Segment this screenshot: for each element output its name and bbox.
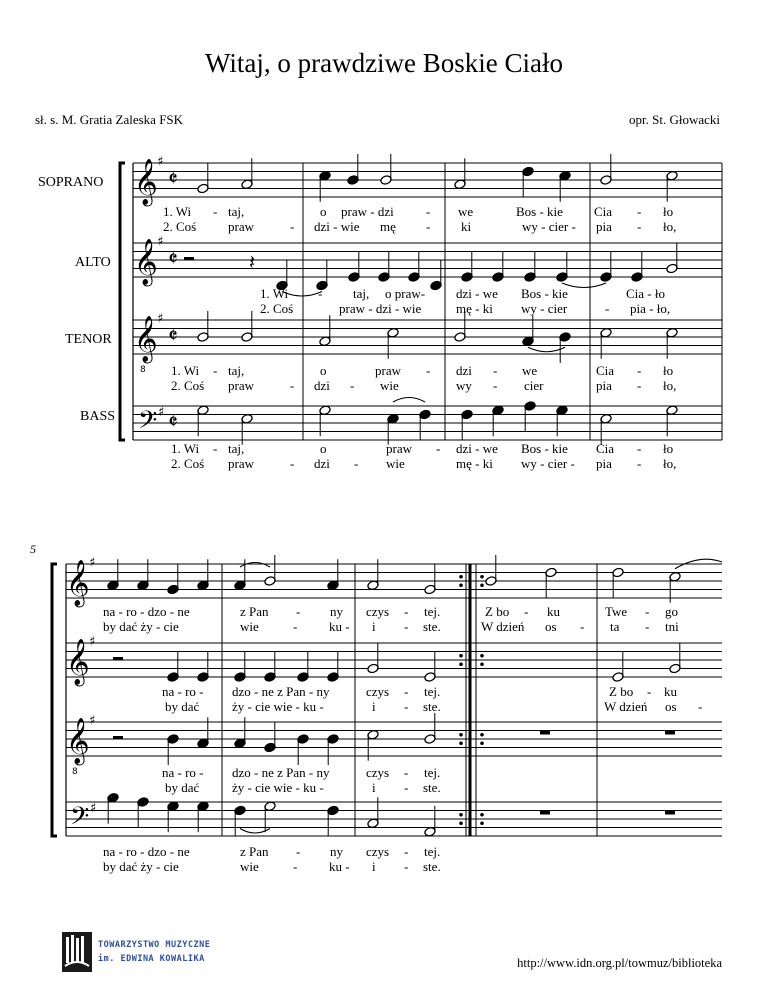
repeat-dot (459, 575, 463, 579)
publisher-logo (62, 930, 250, 974)
sharp-icon: ♯ (89, 555, 96, 571)
lyric: ło, (663, 219, 677, 234)
repeat-dot (459, 741, 463, 745)
lyric: ło (663, 204, 674, 219)
lyric: o (320, 204, 327, 219)
lyric: - (698, 699, 703, 714)
lyric: czys (366, 604, 390, 619)
half-rest-icon (113, 736, 123, 739)
lyric: dzi (314, 378, 330, 393)
lyric: - (290, 456, 295, 471)
lyric: Bos - kie (521, 286, 568, 301)
lyric: - (493, 363, 498, 378)
slur (393, 398, 425, 403)
lyric: praw (375, 363, 401, 378)
system-bracket (120, 163, 125, 440)
repeat-dot (459, 733, 463, 737)
lyric: i (372, 699, 376, 714)
octave-marker: 8 (72, 767, 78, 777)
lyric: go (665, 604, 678, 619)
sharp-icon: ♯ (157, 311, 164, 327)
lyric: - (404, 604, 409, 619)
lyric: os (545, 619, 557, 634)
lyric: - (293, 859, 298, 874)
lyric: mę (380, 219, 396, 234)
lyric: - (213, 363, 218, 378)
lyric: os (665, 699, 677, 714)
lyric: na - ro - (162, 765, 204, 780)
logo-line-2: im. EDWINA KOWALIKA (98, 954, 205, 964)
lyric: ste. (423, 780, 441, 795)
lyric: - (426, 219, 431, 234)
lyric: ło, (663, 456, 677, 471)
lyric: - (290, 219, 295, 234)
repeat-dot (459, 654, 463, 658)
lyric: ku (547, 604, 560, 619)
part-label-alto: ALTO (75, 255, 111, 270)
treble-clef-icon: 𝄞 (66, 718, 90, 764)
lyric: dzo - ne z Pan - ny (232, 684, 330, 699)
part-label-bass: BASS (80, 409, 116, 424)
lyric: - (213, 441, 218, 456)
lyric: ku (664, 684, 677, 699)
lyric: - (637, 219, 642, 234)
lyric: - (404, 859, 409, 874)
lyric: Cia (596, 441, 615, 456)
lyric: W dzień (604, 699, 648, 714)
lyric: i (372, 859, 376, 874)
footer-url[interactable]: http://www.idn.org.pl/towmuz/biblioteka (517, 956, 722, 970)
lyric: ste. (423, 619, 441, 634)
lyric: ży - cie wie - ku - (232, 780, 324, 795)
part-label-tenor: TENOR (65, 332, 112, 347)
lyric: dzi (314, 456, 330, 471)
lyric: taj, (228, 363, 245, 378)
lyric: wie (240, 859, 259, 874)
lyric: praw - dzi - wie (339, 301, 422, 316)
treble-clef-icon: 𝄞 (66, 639, 90, 685)
lyric: - (493, 378, 498, 393)
cut-time-icon: 𝄵 (168, 324, 178, 349)
repeat-dot (480, 583, 484, 587)
lyric: Cia - ło (626, 286, 665, 301)
lyric: dzo - ne z Pan - ny (232, 765, 330, 780)
lyric: 1. Wi (260, 286, 289, 301)
quarter-rest-icon: 𝄽 (249, 250, 256, 274)
repeat-dot (480, 813, 484, 817)
slur (528, 347, 565, 352)
page-title: Witaj, o prawdziwe Boskie Ciało (204, 48, 564, 78)
lyric: - (637, 456, 642, 471)
lyric: tej. (424, 604, 441, 619)
lyric: ku - (329, 619, 350, 634)
lyric: wy - cier - (521, 456, 575, 471)
lyric: - (350, 378, 355, 393)
lyricist-credit: sł. s. M. Gratia Zaleska FSK (35, 112, 184, 127)
lyric: Z bo (485, 604, 510, 619)
treble-clef-icon: 𝄞 (134, 316, 158, 362)
lyric: tni (665, 619, 679, 634)
lyric: ło, (663, 378, 677, 393)
lyric: - (404, 844, 409, 859)
treble-clef-icon: 𝄞 (134, 159, 158, 205)
lyric: - (293, 619, 298, 634)
lyric: wy (456, 378, 472, 393)
lyric: Bos - kie (516, 204, 563, 219)
lyric: - (645, 604, 650, 619)
sharp-icon: ♯ (89, 634, 96, 650)
lyric: by dać (165, 699, 200, 714)
lyric: - (637, 378, 642, 393)
lyric: - (354, 456, 359, 471)
sharp-icon: ♯ (89, 713, 96, 729)
sharp-icon: ♯ (157, 154, 164, 170)
repeat-dot (480, 733, 484, 737)
lyric: - (637, 441, 642, 456)
lyric: mę - ki (456, 456, 493, 471)
lyric: - (404, 619, 409, 634)
lyric: taj, (228, 204, 245, 219)
lyric: ło (663, 441, 674, 456)
lyric: ste. (423, 859, 441, 874)
sharp-icon: ♯ (158, 405, 165, 421)
repeat-dot (459, 821, 463, 825)
lyric: - (404, 699, 409, 714)
sharp-icon: ♯ (157, 234, 164, 250)
whole-rest-icon (540, 811, 550, 815)
lyric: wie (240, 619, 259, 634)
lyric: - (524, 604, 529, 619)
lyric: z Pan (240, 844, 269, 859)
lyric: cier (524, 378, 544, 393)
lyric: czys (366, 765, 390, 780)
lyric: 1. Wi (171, 363, 200, 378)
lyric: czys (366, 684, 390, 699)
lyric: by dać (165, 780, 200, 795)
lyric: dzi - we (456, 286, 498, 301)
lyric: pia - ło, (630, 301, 671, 316)
lyric: na - ro - (162, 684, 204, 699)
lyric: 1. Wi (171, 441, 200, 456)
octave-marker: 8 (140, 365, 146, 375)
lyric: - (436, 441, 441, 456)
lyric: - (426, 363, 431, 378)
slur (562, 283, 606, 288)
lyric: tej. (424, 765, 441, 780)
whole-rest-icon (665, 811, 675, 815)
lyric: wy - cier (521, 301, 568, 316)
lyric: we (458, 204, 474, 219)
repeat-dot (480, 654, 484, 658)
part-label-soprano: SOPRANO (38, 175, 104, 190)
lyric: wie (386, 456, 405, 471)
lyric: - (404, 780, 409, 795)
lyric: ta (610, 619, 620, 634)
lyric: pia (596, 456, 612, 471)
system-bracket (52, 564, 57, 836)
lyric: Bos - kie (521, 441, 568, 456)
lyric: Cia (594, 204, 613, 219)
logo-line-1: TOWARZYSTWO MUZYCZNE (98, 940, 211, 950)
lyric: Twe (605, 604, 628, 619)
bass-clef-icon: 𝄢 (138, 406, 158, 441)
repeat-dot (480, 741, 484, 745)
repeat-dot (459, 583, 463, 587)
lyric: wy - cier - (522, 219, 576, 234)
lyric: - (647, 684, 652, 699)
half-rest-icon (184, 257, 194, 260)
lyric: taj, (228, 441, 245, 456)
lyric: praw (228, 219, 254, 234)
lyric: dzi - wie (314, 219, 360, 234)
lyric: - (637, 363, 642, 378)
lyric: na - ro - dzo - ne (103, 604, 190, 619)
lyric: ste. (423, 699, 441, 714)
whole-rest-icon (540, 731, 550, 735)
lyric: - (605, 301, 610, 316)
lyric: by dać ży - cie (103, 859, 179, 874)
lyric: i (372, 780, 376, 795)
repeat-dot (459, 662, 463, 666)
treble-clef-icon: 𝄞 (134, 239, 158, 285)
lyric: dzi - we (456, 441, 498, 456)
lyric: - (290, 378, 295, 393)
repeat-dot (459, 813, 463, 817)
lyric: pia (596, 378, 612, 393)
lyric: we (522, 363, 538, 378)
sharp-icon: ♯ (90, 801, 97, 817)
half-rest-icon (113, 657, 123, 660)
lyric: 2. Coś (163, 219, 197, 234)
lyric: 1. Wi (163, 204, 192, 219)
organ-pipes-icon (62, 932, 92, 972)
lyric: - (645, 619, 650, 634)
lyric: praw (386, 441, 412, 456)
lyric: dzi (456, 363, 472, 378)
lyric: - (580, 619, 585, 634)
lyric: Z bo (609, 684, 634, 699)
repeat-dot (480, 662, 484, 666)
lyric: - (426, 204, 431, 219)
lyric: praw - dzi (341, 204, 394, 219)
lyric: o (320, 441, 327, 456)
lyric: i (372, 619, 376, 634)
lyric: ku - (329, 859, 350, 874)
lyric: mę - ki (456, 301, 493, 316)
lyric: 2. Coś (171, 456, 205, 471)
lyric: by dać ży - cie (103, 619, 179, 634)
lyric: - (296, 844, 301, 859)
measure-number: 5 (30, 542, 36, 556)
lyric: tej. (424, 684, 441, 699)
lyric: - (213, 204, 218, 219)
lyric: na - ro - dzo - ne (103, 844, 190, 859)
lyric: praw (228, 456, 254, 471)
lyric: taj, (353, 286, 370, 301)
composer-credit: opr. St. Głowacki (629, 112, 720, 127)
lyric: 2. Coś (260, 301, 294, 316)
lyric: praw (228, 378, 254, 393)
lyric: tej. (424, 844, 441, 859)
lyric: o (320, 363, 327, 378)
lyric: ny (330, 604, 343, 619)
lyric: ży - cie wie - ku - (232, 699, 324, 714)
lyric: wie (380, 378, 399, 393)
cut-time-icon: 𝄵 (168, 167, 178, 192)
lyric: ki (461, 219, 472, 234)
treble-clef-icon: 𝄞 (66, 560, 90, 606)
repeat-dot (480, 575, 484, 579)
lyric: z Pan (240, 604, 269, 619)
whole-rest-icon (665, 731, 675, 735)
lyric: pia (596, 219, 612, 234)
lyric: 2. Coś (171, 378, 205, 393)
lyric: ło (663, 363, 674, 378)
cut-time-icon: 𝄵 (168, 247, 178, 272)
cut-time-icon: 𝄵 (168, 410, 178, 435)
repeat-dot (480, 821, 484, 825)
lyric: czys (366, 844, 390, 859)
bass-clef-icon: 𝄢 (70, 802, 90, 837)
lyric: - (318, 286, 323, 301)
lyric: - (404, 765, 409, 780)
lyric: o praw- (385, 286, 426, 301)
lyric: W dzień (481, 619, 525, 634)
lyric: - (637, 204, 642, 219)
lyric: - (404, 684, 409, 699)
lyric: ny (330, 844, 343, 859)
lyric: Cia (596, 363, 615, 378)
lyric: - (296, 604, 301, 619)
